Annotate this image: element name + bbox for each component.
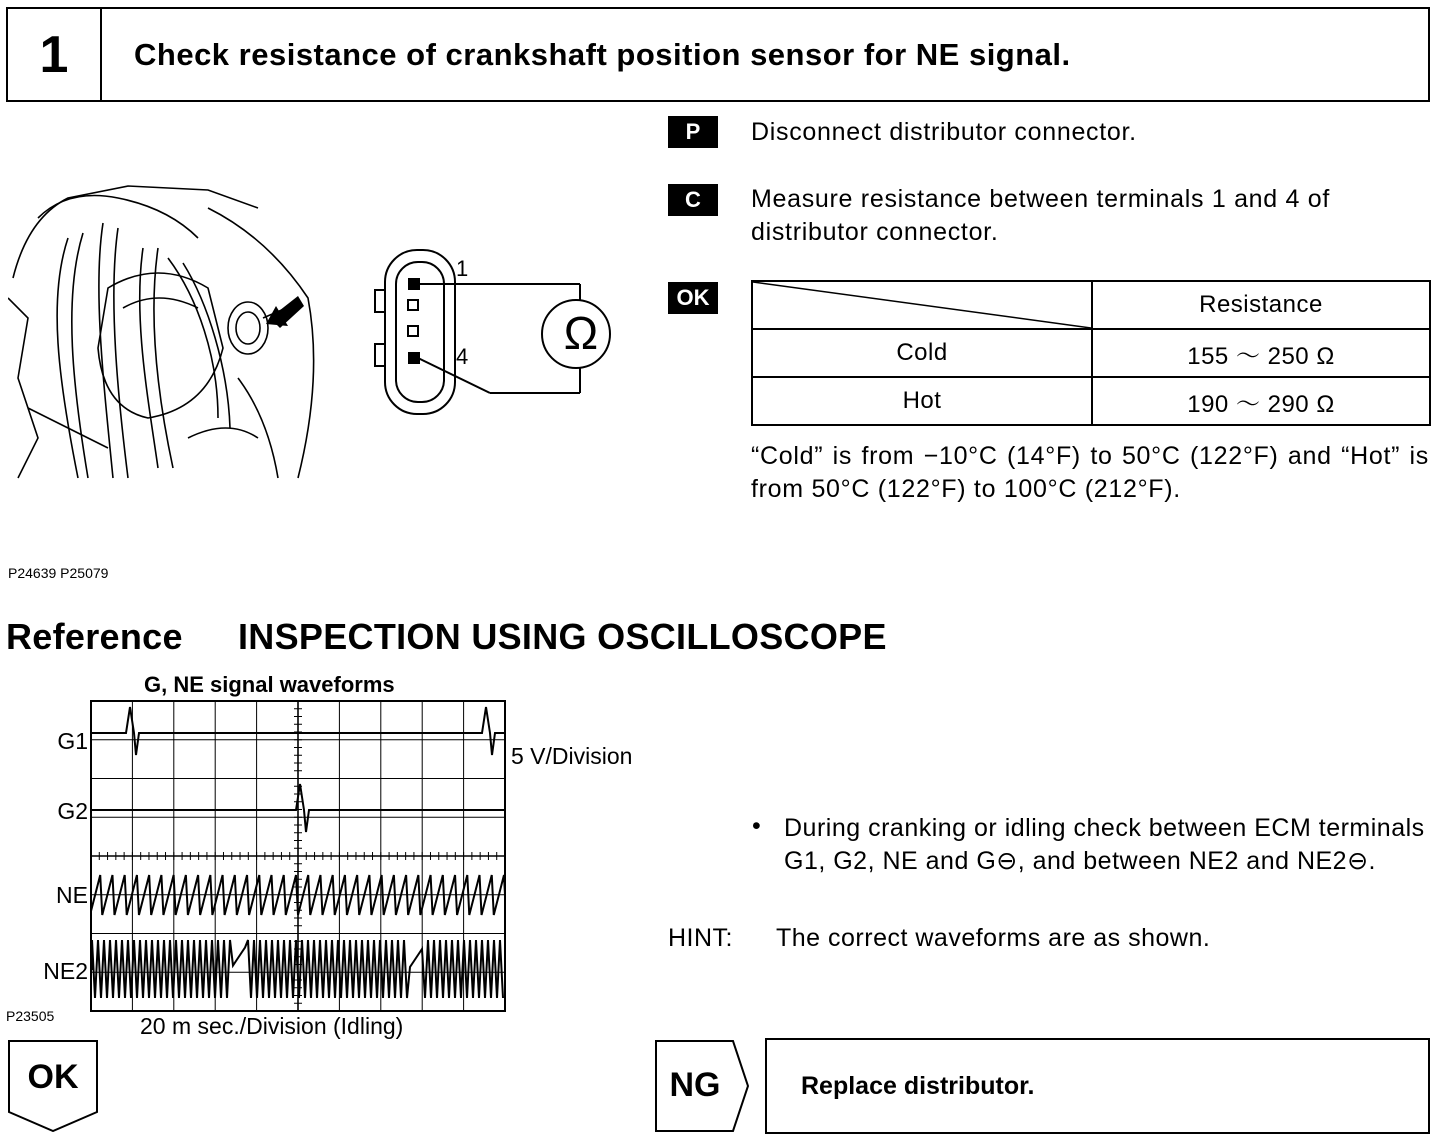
channel-g2-label: G2 xyxy=(57,798,88,824)
table-row xyxy=(752,377,1430,425)
badge-c: C xyxy=(668,184,718,216)
oscilloscope-waveform-grid xyxy=(90,700,506,1012)
ng-action-text: Replace distributor. xyxy=(801,1072,1035,1100)
step-number: 1 xyxy=(8,9,102,100)
instruction-p-text: Disconnect distributor connector. xyxy=(751,118,1137,146)
terminal-4-label: 4 xyxy=(456,344,469,369)
bullet-icon: • xyxy=(752,812,761,840)
ok-result-box xyxy=(8,1040,98,1132)
instruction-c-text: Measure resistance between terminals 1 and 4 of distributor connector. xyxy=(751,185,1331,246)
badge-p: P xyxy=(668,116,718,148)
voltage-scale-label: 5 V/Division xyxy=(511,743,633,769)
time-scale-label: 20 m sec./Division (Idling) xyxy=(140,1013,404,1039)
badge-ok: OK xyxy=(668,282,718,314)
waveform-title: G, NE signal waveforms xyxy=(144,672,395,697)
table-row-value: 155 ～ 250 Ω xyxy=(1092,329,1430,377)
step-title: Check resistance of crankshaft position sensor for NE signal. xyxy=(134,37,1071,72)
channel-ne2-label: NE2 xyxy=(43,958,88,984)
reference-title: INSPECTION USING OSCILLOSCOPE xyxy=(238,616,887,657)
bullet-text: During cranking or idling check between ECM terminals G1, G2, NE and G⊖, and between NE2 and NE2⊖. xyxy=(784,814,1425,875)
ng-result-box xyxy=(655,1040,749,1132)
reference-label: Reference xyxy=(6,616,183,657)
hint-text: The correct waveforms are as shown. xyxy=(776,924,1211,952)
terminal-1-label: 1 xyxy=(456,256,469,281)
table-row-value: 190 ～ 290 Ω xyxy=(1092,377,1430,425)
ng-label: NG xyxy=(669,1066,721,1104)
table-row xyxy=(752,329,1430,377)
temperature-note: “Cold” is from −10°C (14°F) to 50°C (122°F) and “Hot” is from 50°C (122°F) to 100°C (212°F). xyxy=(751,442,1429,503)
engine-distributor-illustration xyxy=(8,178,328,488)
ok-label: OK xyxy=(27,1058,79,1096)
step-header xyxy=(6,7,1430,102)
diagonal-line xyxy=(753,282,1091,328)
hint-label: HINT: xyxy=(668,924,733,952)
resistance-table xyxy=(751,280,1431,426)
ohm-symbol: Ω xyxy=(563,307,599,359)
table-row-label: Cold xyxy=(752,329,1092,377)
figure-code-bottom: P23505 xyxy=(6,1008,55,1024)
figure-code-top: P24639 P25079 xyxy=(8,565,109,581)
table-header-resistance: Resistance xyxy=(1092,281,1430,329)
table-corner-cell xyxy=(752,281,1092,329)
ng-action-box xyxy=(765,1038,1430,1134)
channel-ne-label: NE xyxy=(56,882,88,908)
table-row-label: Hot xyxy=(752,377,1092,425)
channel-g1-label: G1 xyxy=(57,728,88,754)
